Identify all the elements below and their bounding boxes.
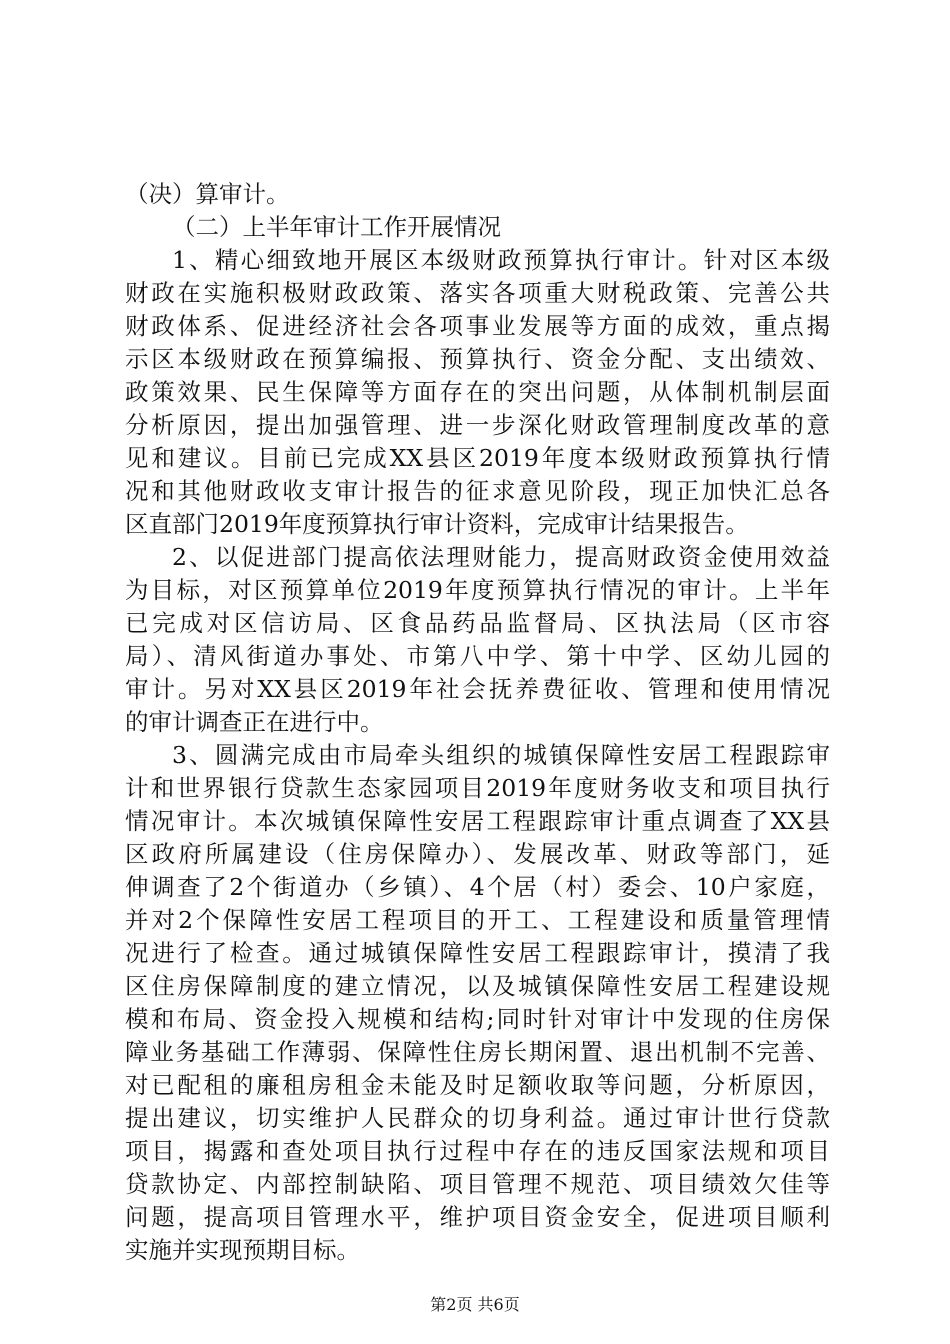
text-line: 计和世界银行贷款生态家园项目2019年度财务收支和项目执行 xyxy=(125,774,830,802)
text-line: 问题，提高项目管理水平，维护项目资金安全，促进项目顺利 xyxy=(125,1203,830,1231)
text-line: 2、以促进部门提高依法理财能力，提高财政资金使用效益 xyxy=(172,543,830,571)
text-line: 区住房保障制度的建立情况，以及城镇保障性安居工程建设规 xyxy=(125,972,830,1000)
text-line: 见和建议。目前已完成XX县区2019年度本级财政预算执行情 xyxy=(125,444,830,472)
text-line: 提出建议，切实维护人民群众的切身利益。通过审计世行贷款 xyxy=(125,1104,830,1132)
page-footer xyxy=(0,1294,950,1316)
text-line: 财政体系、促进经济社会各项事业发展等方面的成效，重点揭 xyxy=(125,312,830,340)
document-body xyxy=(125,178,830,1267)
text-line: 财政在实施积极财政政策、落实各项重大财税政策、完善公共 xyxy=(125,279,830,307)
text-line: （决）算审计。 xyxy=(125,180,290,208)
text-line: 贷款协定、内部控制缺陷、项目管理不规范、项目绩效欠佳等 xyxy=(125,1170,830,1198)
text-line: 政策效果、民生保障等方面存在的突出问题，从体制机制层面 xyxy=(125,378,830,406)
text-line: 项目，揭露和查处项目执行过程中存在的违反国家法规和项目 xyxy=(125,1137,830,1165)
text-line: 局）、清风街道办事处、市第八中学、第十中学、区幼儿园的 xyxy=(125,642,830,670)
text-line: 对已配租的廉租房租金未能及时足额收取等问题，分析原因， xyxy=(125,1071,830,1099)
text-line: 区直部门2019年度预算执行审计资料，完成审计结果报告。 xyxy=(125,510,749,538)
text-line: 为目标，对区预算单位2019年度预算执行情况的审计。上半年 xyxy=(125,576,830,604)
text-line: 1、精心细致地开展区本级财政预算执行审计。针对区本级 xyxy=(172,246,830,274)
text-line: 模和布局、资金投入规模和结构;同时针对审计中发现的住房保 xyxy=(125,1005,830,1033)
text-line: 况进行了检查。通过城镇保障性安居工程跟踪审计，摸清了我 xyxy=(125,939,830,967)
text-line: 况和其他财政收支审计报告的征求意见阶段，现正加快汇总各 xyxy=(125,477,830,505)
text-line: 伸调查了2个街道办（乡镇）、4个居（村）委会、10户家庭， xyxy=(125,873,830,901)
text-line: 分析原因，提出加强管理、进一步深化财政管理制度改革的意 xyxy=(125,411,830,439)
text-line: 情况审计。本次城镇保障性安居工程跟踪审计重点调查了XX县 xyxy=(125,807,830,835)
page-number: 第2页 共6页 xyxy=(430,1295,520,1314)
text-line: 的审计调查正在进行中。 xyxy=(125,708,384,736)
text-line: 已完成对区信访局、区食品药品监督局、区执法局（区市容 xyxy=(125,609,830,637)
text-line: 实施并实现预期目标。 xyxy=(125,1236,360,1264)
text-line: （二）上半年审计工作开展情况 xyxy=(172,213,501,241)
text-line: 并对2个保障性安居工程项目的开工、工程建设和质量管理情 xyxy=(125,906,830,934)
text-line: 障业务基础工作薄弱、保障性住房长期闲置、退出机制不完善、 xyxy=(125,1038,830,1066)
text-line: 3、圆满完成由市局牵头组织的城镇保障性安居工程跟踪审 xyxy=(172,741,830,769)
text-line: 示区本级财政在预算编报、预算执行、资金分配、支出绩效、 xyxy=(125,345,830,373)
text-line: 审计。另对XX县区2019年社会抚养费征收、管理和使用情况 xyxy=(125,675,830,703)
text-line: 区政府所属建设（住房保障办）、发展改革、财政等部门，延 xyxy=(125,840,830,868)
